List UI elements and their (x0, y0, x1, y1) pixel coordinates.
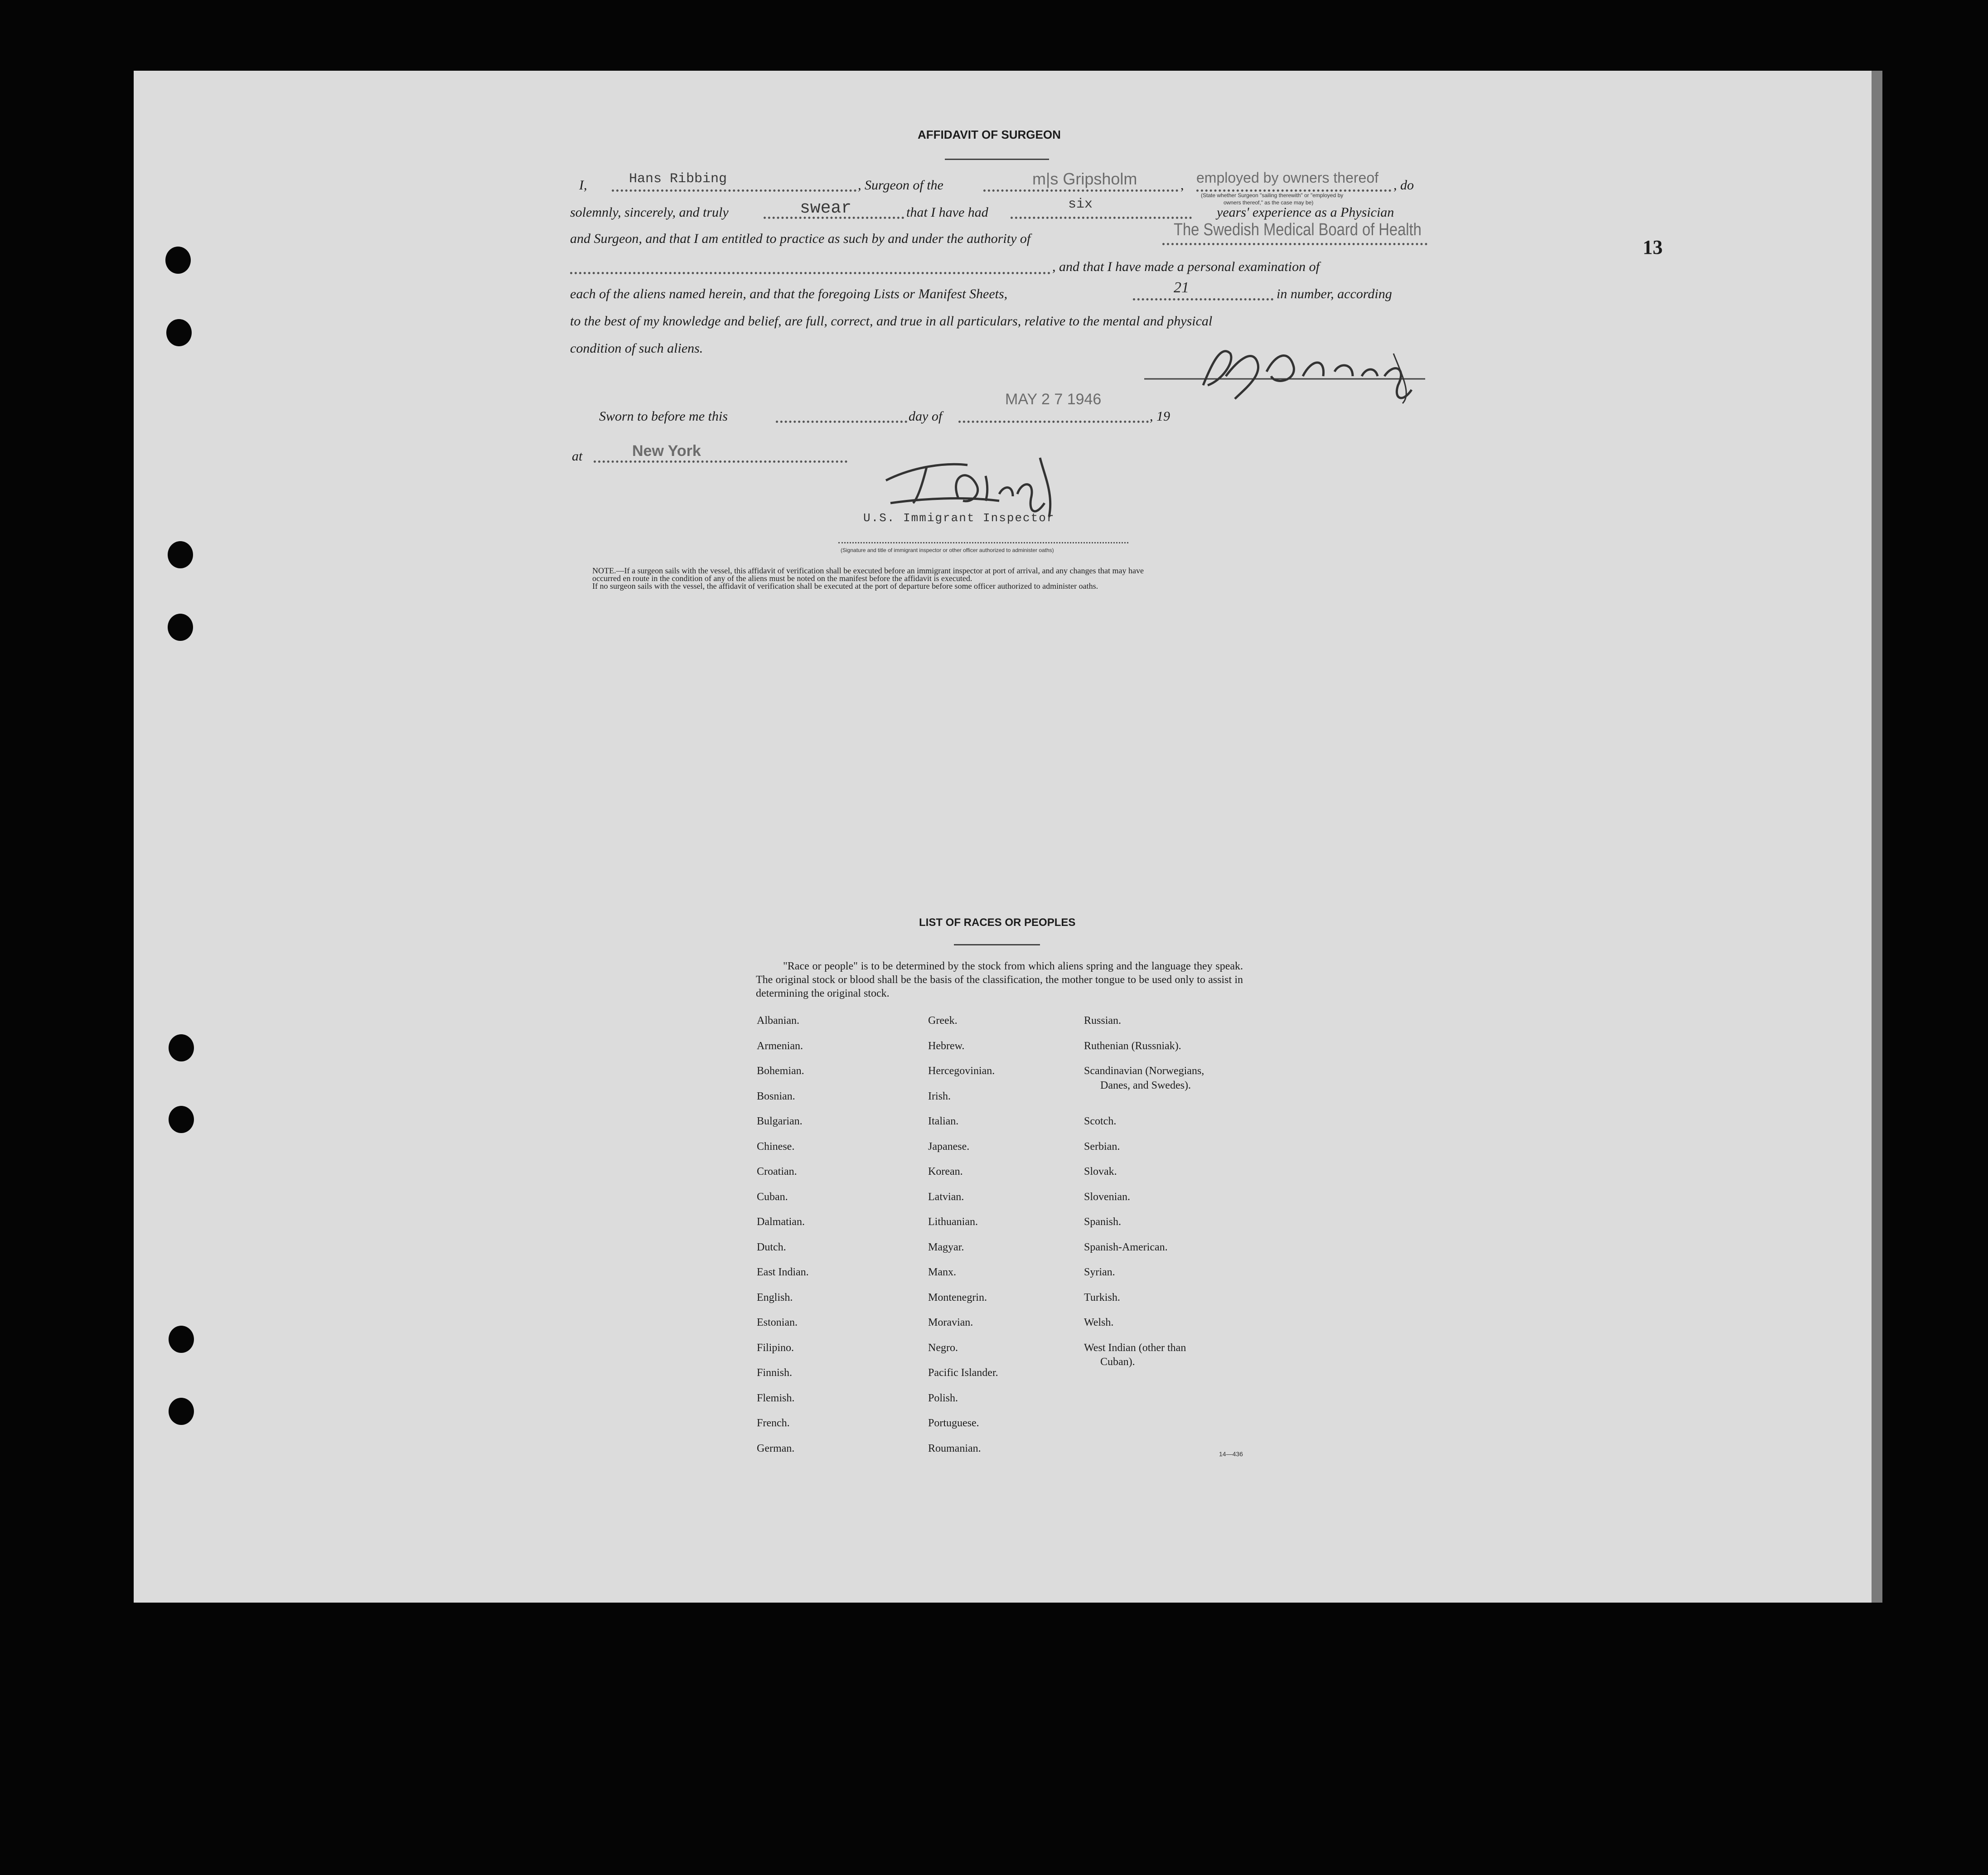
document-page (134, 71, 1882, 1603)
race-entry: Danes, and Swedes). (1100, 1080, 1191, 1091)
race-entry: German. (757, 1443, 795, 1454)
race-entry: Lithuanian. (928, 1216, 978, 1228)
race-entry: Spanish-American. (1084, 1241, 1168, 1253)
race-entry: Hercegovinian. (928, 1065, 995, 1077)
race-entry: Irish. (928, 1090, 951, 1102)
race-entry: Bosnian. (757, 1090, 795, 1102)
races-intro: "Race or people" is to be determined by the stock from which aliens spring and the language they speak. The original stock or blood shall be the basis of the classification, the mother tongue to be used only to assist in determining the original stock. (756, 960, 1243, 999)
note-line: If no surgeon sails with the vessel, the affidavit of verification shall be executed at the port of departure before some officer authorized to administer oaths. (592, 581, 1098, 591)
race-entry: Pacific Islander. (928, 1367, 998, 1379)
race-entry: Serbian. (1084, 1141, 1120, 1153)
binder-hole (168, 541, 193, 568)
race-entry: East Indian. (757, 1266, 809, 1278)
race-entry: Magyar. (928, 1241, 964, 1253)
date-stamp: MAY 2 7 1946 (1005, 391, 1102, 408)
label-solemnly: solemnly, sincerely, and truly (570, 205, 729, 220)
race-entry: Portuguese. (928, 1417, 979, 1429)
field-line (1162, 243, 1427, 245)
race-entry: Polish. (928, 1392, 958, 1404)
binder-hole (169, 1106, 194, 1133)
binder-hole (168, 614, 193, 641)
label-i: I, (579, 178, 587, 193)
field-line (594, 460, 847, 463)
race-entry: English. (757, 1292, 793, 1303)
race-entry: Manx. (928, 1266, 956, 1278)
race-entry: Flemish. (757, 1392, 795, 1404)
race-entry: Moravian. (928, 1317, 973, 1328)
form-number: 14—436 (1219, 1450, 1243, 1458)
race-entry: Dalmatian. (757, 1216, 805, 1228)
race-entry: Filipino. (757, 1342, 794, 1354)
race-entry: Welsh. (1084, 1317, 1114, 1328)
binder-hole (169, 1398, 194, 1425)
title-rule (945, 159, 1049, 160)
race-entry: Armenian. (757, 1040, 803, 1052)
label-at: at (572, 449, 583, 464)
race-entry: Dutch. (757, 1241, 786, 1253)
place-value: New York (632, 442, 701, 460)
title-rule (954, 944, 1040, 945)
race-entry: Albanian. (757, 1015, 799, 1027)
surgeon-signature (1140, 335, 1430, 408)
field-line (612, 189, 856, 192)
label-years-exp: years' experience as a Physician (1217, 205, 1394, 220)
field-line (958, 421, 1149, 423)
race-entry: Slovak. (1084, 1166, 1117, 1177)
label-surgeon-of: , Surgeon of the (858, 178, 943, 193)
label-sworn: Sworn to before me this (599, 409, 728, 424)
label-day-of: day of (909, 409, 943, 424)
label-best-knowledge: to the best of my knowledge and belief, are full, correct, and true in all particulars, relative to the mental and physical (570, 314, 1213, 329)
race-entry: Latvian. (928, 1191, 964, 1203)
race-entry: West Indian (other than (1084, 1342, 1186, 1354)
race-entry: Japanese. (928, 1141, 970, 1153)
race-entry: Turkish. (1084, 1292, 1120, 1303)
race-entry: Scotch. (1084, 1115, 1117, 1127)
label-year: , 19 (1150, 409, 1170, 424)
inspector-signature (872, 449, 1094, 544)
label-made-exam: , and that I have made a personal examination of (1052, 259, 1320, 274)
race-entry: Italian. (928, 1115, 959, 1127)
vessel-value: m|s Gripsholm (1032, 170, 1137, 188)
label-and-surgeon: and Surgeon, and that I am entitled to practice as such by and under the authority of (570, 231, 1031, 246)
field-line (983, 189, 1178, 192)
field-line (838, 542, 1128, 543)
binder-hole (169, 1034, 194, 1061)
race-entry: Bulgarian. (757, 1115, 803, 1127)
race-entry: Estonian. (757, 1317, 798, 1328)
race-entry: French. (757, 1417, 790, 1429)
label-that-had: that I have had (906, 205, 988, 220)
affidavit-title: AFFIDAVIT OF SURGEON (918, 128, 1061, 141)
races-title: LIST OF RACES OR PEOPLES (919, 916, 1076, 929)
employment-value: employed by owners thereof (1196, 170, 1379, 186)
race-entry: Syrian. (1084, 1266, 1115, 1278)
race-entry: Korean. (928, 1166, 963, 1177)
employment-comma: , (1180, 178, 1184, 193)
page-number: 13 (1643, 236, 1663, 258)
race-entry: Spanish. (1084, 1216, 1122, 1228)
race-entry: Croatian. (757, 1166, 797, 1177)
race-entry: Ruthenian (Russniak). (1084, 1040, 1181, 1052)
note-line: occurred en route in the condition of any of the aliens must be noted on the manifest before the affidavit is executed. (592, 574, 972, 583)
race-entry: Russian. (1084, 1015, 1122, 1027)
sheets-value: 21 (1174, 279, 1189, 296)
surgeon-name-value: Hans Ribbing (629, 171, 727, 187)
binder-hole (166, 319, 192, 346)
race-entry: Scandinavian (Norwegians, (1084, 1065, 1204, 1077)
race-entry: Cuban. (757, 1191, 788, 1203)
employment-note: owners thereof," as the case may be) (1224, 199, 1314, 206)
oath-value: swear (800, 199, 852, 218)
label-each-aliens: each of the aliens named herein, and that the foregoing Lists or Manifest Sheets, (570, 286, 1008, 301)
race-entry: Roumanian. (928, 1443, 981, 1454)
label-do: , do (1393, 178, 1414, 193)
race-entry: Finnish. (757, 1367, 793, 1379)
binder-hole (165, 247, 191, 274)
years-value: six (1068, 197, 1093, 212)
race-entry: Bohemian. (757, 1065, 804, 1077)
label-in-number: in number, according (1277, 286, 1392, 301)
field-line (1133, 298, 1273, 300)
field-line (776, 421, 907, 423)
signature-caption: (Signature and title of immigrant inspector or other officer authorized to administer oaths) (841, 547, 1054, 553)
race-entry: Greek. (928, 1015, 958, 1027)
field-line (1011, 217, 1192, 219)
inspector-title: U.S. Immigrant Inspector (863, 511, 1055, 525)
authority-value: The Swedish Medical Board of Health (1174, 220, 1422, 239)
race-entry: Negro. (928, 1342, 958, 1354)
race-entry: Slovenian. (1084, 1191, 1130, 1203)
race-entry: Cuban). (1100, 1356, 1135, 1368)
binder-hole (169, 1326, 194, 1353)
label-condition: condition of such aliens. (570, 341, 703, 356)
race-entry: Montenegrin. (928, 1292, 987, 1303)
employment-note: (State whether Surgeon "sailing therewith" or "employed by (1201, 192, 1344, 199)
field-line (1196, 189, 1391, 192)
race-entry: Hebrew. (928, 1040, 965, 1052)
race-entry: Chinese. (757, 1141, 795, 1153)
note-line: NOTE.—If a surgeon sails with the vessel, this affidavit of verification shall be executed before an immigrant inspector at port of arrival, and any changes that may have (592, 566, 1144, 575)
field-line (570, 272, 1050, 274)
